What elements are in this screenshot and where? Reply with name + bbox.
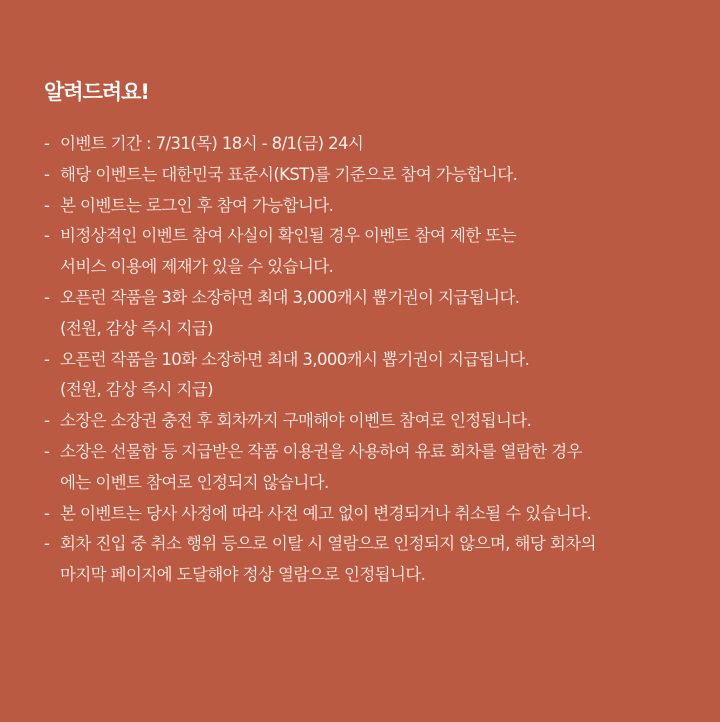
notice-title: 알려드려요! — [44, 80, 150, 104]
notice-item-reward-3: - 오픈런 작품을 3화 소장하면 최대 3,000캐시 뽑기권이 지급됩니다. (전원, 감상 즉시 지급) — [44, 283, 680, 345]
notice-item-timezone: - 해당 이벤트는 대한민국 표준시(KST)를 기준으로 참여 가능합니다. — [44, 160, 680, 191]
notice-item-exit: - 회차 진입 중 취소 행위 등으로 이탈 시 열람으로 인정되지 않으며, 해당 회차의 마지막 페이지에 도달해야 정상 열람으로 인정됩니다. — [44, 529, 680, 591]
notice-item-reward-10: - 오픈런 작품을 10화 소장하면 최대 3,000캐시 뽑기권이 지급됩니다. (전원, 감상 즉시 지급) — [44, 345, 680, 407]
notice-item-abuse: - 비정상적인 이벤트 참여 사실이 확인될 경우 이벤트 참여 제한 또는 서비스 이용에 제재가 있을 수 있습니다. — [44, 221, 680, 283]
notice-item-login: - 본 이벤트는 로그인 후 참여 가능합니다. — [44, 191, 680, 222]
notice-item-change: - 본 이벤트는 당사 사정에 따라 사전 예고 없이 변경되거나 취소될 수 있습니다. — [44, 499, 680, 530]
notice-item-purchase: - 소장은 소장권 충전 후 회차까지 구매해야 이벤트 참여로 인정됩니다. — [44, 406, 680, 437]
notice-list — [44, 129, 680, 591]
notice-item-gift-exclusion: - 소장은 선물함 등 지급받은 작품 이용권을 사용하여 유료 회차를 열람한 경우 에는 이벤트 참여로 인정되지 않습니다. — [44, 437, 680, 499]
notice-item-period: - 이벤트 기간 : 7/31(목) 18시 - 8/1(금) 24시 — [44, 129, 680, 160]
